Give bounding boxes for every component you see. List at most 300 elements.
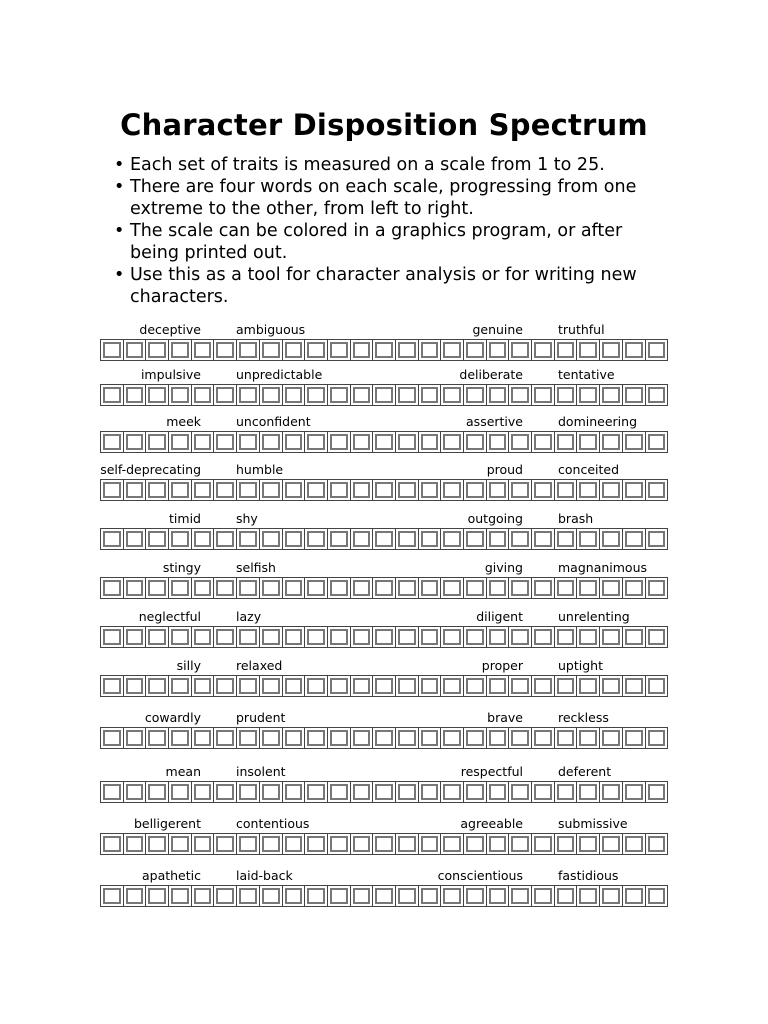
scale-cell[interactable] — [145, 385, 168, 405]
scale-cell[interactable] — [622, 728, 645, 748]
scale-cell[interactable] — [440, 529, 463, 549]
scale-cell[interactable] — [123, 627, 146, 647]
scale-cell[interactable] — [554, 728, 577, 748]
scale-cell[interactable] — [395, 728, 418, 748]
scale-cell[interactable] — [145, 578, 168, 598]
scale-cell[interactable] — [554, 578, 577, 598]
scale-cell[interactable] — [145, 676, 168, 696]
scale-cell[interactable] — [327, 782, 350, 802]
scale-cell[interactable] — [259, 627, 282, 647]
scale-cell[interactable] — [304, 340, 327, 360]
scale-cell[interactable] — [576, 385, 599, 405]
scale-cell[interactable] — [191, 782, 214, 802]
scale-cell[interactable] — [101, 480, 123, 500]
scale-cell[interactable] — [622, 578, 645, 598]
scale-cell[interactable] — [236, 480, 259, 500]
scale-cell[interactable] — [486, 480, 509, 500]
scale-cell[interactable] — [282, 529, 305, 549]
scale-cell[interactable] — [191, 432, 214, 452]
scale-cell[interactable] — [350, 728, 373, 748]
scale-cell[interactable] — [645, 728, 668, 748]
scale-cell[interactable] — [191, 480, 214, 500]
scale-cell[interactable] — [191, 886, 214, 906]
scale-cell[interactable] — [576, 676, 599, 696]
scale-cell[interactable] — [236, 676, 259, 696]
scale-cell[interactable] — [213, 886, 236, 906]
scale-cell[interactable] — [531, 340, 554, 360]
scale-cell[interactable] — [191, 834, 214, 854]
scale-cell[interactable] — [418, 782, 441, 802]
scale-cell[interactable] — [486, 782, 509, 802]
scale-cell[interactable] — [395, 529, 418, 549]
scale-cell[interactable] — [236, 340, 259, 360]
scale-cell[interactable] — [554, 432, 577, 452]
scale-cell[interactable] — [622, 432, 645, 452]
scale-cell[interactable] — [418, 340, 441, 360]
scale-cell[interactable] — [645, 385, 668, 405]
scale-cell[interactable] — [508, 340, 531, 360]
scale-cell[interactable] — [236, 432, 259, 452]
scale-cell[interactable] — [599, 728, 622, 748]
scale-cell[interactable] — [213, 627, 236, 647]
scale-cell[interactable] — [622, 834, 645, 854]
scale-cell[interactable] — [259, 480, 282, 500]
scale-cell[interactable] — [304, 529, 327, 549]
scale-cell[interactable] — [327, 834, 350, 854]
scale-cell[interactable] — [327, 385, 350, 405]
scale-cell[interactable] — [440, 676, 463, 696]
scale-cell[interactable] — [440, 886, 463, 906]
scale-cell[interactable] — [463, 578, 486, 598]
scale-cell[interactable] — [395, 578, 418, 598]
scale-cell[interactable] — [395, 676, 418, 696]
scale-cell[interactable] — [372, 834, 395, 854]
scale-cell[interactable] — [304, 834, 327, 854]
scale-cell[interactable] — [531, 834, 554, 854]
scale-cell[interactable] — [372, 886, 395, 906]
scale-cell[interactable] — [395, 432, 418, 452]
scale-cell[interactable] — [463, 385, 486, 405]
scale-cell[interactable] — [101, 834, 123, 854]
scale-cell[interactable] — [168, 480, 191, 500]
scale-cell[interactable] — [645, 676, 668, 696]
scale-cell[interactable] — [282, 728, 305, 748]
scale-cell[interactable] — [622, 886, 645, 906]
scale-cell[interactable] — [463, 728, 486, 748]
scale-cell[interactable] — [168, 432, 191, 452]
scale-cell[interactable] — [123, 834, 146, 854]
scale-cell[interactable] — [508, 834, 531, 854]
scale-cell[interactable] — [236, 385, 259, 405]
scale-cell[interactable] — [554, 782, 577, 802]
scale-cell[interactable] — [236, 578, 259, 598]
scale-cell[interactable] — [259, 340, 282, 360]
scale-cell[interactable] — [282, 627, 305, 647]
scale-cell[interactable] — [576, 728, 599, 748]
scale-cell[interactable] — [101, 886, 123, 906]
scale-cell[interactable] — [145, 782, 168, 802]
scale-cell[interactable] — [463, 340, 486, 360]
scale-cell[interactable] — [213, 480, 236, 500]
scale-cell[interactable] — [101, 578, 123, 598]
scale-cell[interactable] — [645, 432, 668, 452]
scale-cell[interactable] — [350, 676, 373, 696]
scale-cell[interactable] — [304, 676, 327, 696]
scale-cell[interactable] — [101, 782, 123, 802]
scale-cell[interactable] — [599, 676, 622, 696]
scale-cell[interactable] — [508, 529, 531, 549]
scale-cell[interactable] — [622, 385, 645, 405]
scale-cell[interactable] — [554, 480, 577, 500]
scale-cell[interactable] — [191, 676, 214, 696]
scale-cell[interactable] — [440, 728, 463, 748]
scale-cell[interactable] — [463, 834, 486, 854]
scale-cell[interactable] — [440, 385, 463, 405]
scale-cell[interactable] — [486, 886, 509, 906]
scale-cell[interactable] — [101, 627, 123, 647]
scale-cell[interactable] — [599, 627, 622, 647]
scale-cell[interactable] — [645, 480, 668, 500]
scale-cell[interactable] — [236, 782, 259, 802]
scale-cell[interactable] — [440, 432, 463, 452]
scale-cell[interactable] — [282, 886, 305, 906]
scale-cell[interactable] — [395, 834, 418, 854]
scale-cell[interactable] — [508, 886, 531, 906]
scale-cell[interactable] — [236, 728, 259, 748]
scale-cell[interactable] — [486, 529, 509, 549]
scale-cell[interactable] — [463, 432, 486, 452]
scale-cell[interactable] — [599, 385, 622, 405]
scale-cell[interactable] — [486, 385, 509, 405]
scale-cell[interactable] — [554, 676, 577, 696]
scale-cell[interactable] — [463, 782, 486, 802]
scale-cell[interactable] — [599, 886, 622, 906]
scale-cell[interactable] — [418, 834, 441, 854]
scale-cell[interactable] — [645, 529, 668, 549]
scale-cell[interactable] — [168, 627, 191, 647]
scale-cell[interactable] — [327, 578, 350, 598]
scale-cell[interactable] — [599, 834, 622, 854]
scale-cell[interactable] — [440, 578, 463, 598]
scale-cell[interactable] — [372, 676, 395, 696]
scale-cell[interactable] — [304, 886, 327, 906]
scale-cell[interactable] — [259, 886, 282, 906]
scale-cell[interactable] — [508, 385, 531, 405]
scale-cell[interactable] — [168, 529, 191, 549]
scale-cell[interactable] — [554, 529, 577, 549]
scale-cell[interactable] — [327, 728, 350, 748]
scale-cell[interactable] — [259, 728, 282, 748]
scale-cell[interactable] — [168, 886, 191, 906]
scale-cell[interactable] — [259, 578, 282, 598]
scale-cell[interactable] — [236, 834, 259, 854]
scale-cell[interactable] — [418, 480, 441, 500]
scale-cell[interactable] — [259, 676, 282, 696]
scale-cell[interactable] — [372, 385, 395, 405]
scale-cell[interactable] — [440, 627, 463, 647]
scale-cell[interactable] — [645, 834, 668, 854]
scale-cell[interactable] — [599, 340, 622, 360]
scale-cell[interactable] — [304, 627, 327, 647]
scale-cell[interactable] — [486, 578, 509, 598]
scale-cell[interactable] — [350, 480, 373, 500]
scale-cell[interactable] — [123, 340, 146, 360]
scale-cell[interactable] — [350, 340, 373, 360]
scale-cell[interactable] — [440, 782, 463, 802]
scale-cell[interactable] — [463, 676, 486, 696]
scale-cell[interactable] — [213, 432, 236, 452]
scale-cell[interactable] — [576, 578, 599, 598]
scale-cell[interactable] — [372, 432, 395, 452]
scale-cell[interactable] — [168, 676, 191, 696]
scale-cell[interactable] — [191, 578, 214, 598]
scale-cell[interactable] — [304, 728, 327, 748]
scale-cell[interactable] — [123, 676, 146, 696]
scale-cell[interactable] — [168, 340, 191, 360]
scale-cell[interactable] — [282, 676, 305, 696]
scale-cell[interactable] — [101, 529, 123, 549]
scale-cell[interactable] — [282, 385, 305, 405]
scale-cell[interactable] — [599, 578, 622, 598]
scale-cell[interactable] — [418, 676, 441, 696]
scale-cell[interactable] — [599, 432, 622, 452]
scale-cell[interactable] — [350, 834, 373, 854]
scale-cell[interactable] — [282, 834, 305, 854]
scale-cell[interactable] — [531, 886, 554, 906]
scale-cell[interactable] — [576, 782, 599, 802]
scale-cell[interactable] — [168, 385, 191, 405]
scale-cell[interactable] — [236, 529, 259, 549]
scale-cell[interactable] — [213, 340, 236, 360]
scale-cell[interactable] — [395, 385, 418, 405]
scale-cell[interactable] — [622, 529, 645, 549]
scale-cell[interactable] — [418, 728, 441, 748]
scale-cell[interactable] — [508, 676, 531, 696]
scale-cell[interactable] — [327, 480, 350, 500]
scale-cell[interactable] — [372, 578, 395, 598]
scale-cell[interactable] — [191, 627, 214, 647]
scale-cell[interactable] — [213, 529, 236, 549]
scale-cell[interactable] — [327, 627, 350, 647]
scale-cell[interactable] — [531, 578, 554, 598]
scale-cell[interactable] — [418, 529, 441, 549]
scale-cell[interactable] — [304, 432, 327, 452]
scale-cell[interactable] — [486, 432, 509, 452]
scale-cell[interactable] — [645, 627, 668, 647]
scale-cell[interactable] — [145, 834, 168, 854]
scale-cell[interactable] — [622, 676, 645, 696]
scale-cell[interactable] — [395, 627, 418, 647]
scale-cell[interactable] — [576, 529, 599, 549]
scale-cell[interactable] — [145, 886, 168, 906]
scale-cell[interactable] — [191, 529, 214, 549]
scale-cell[interactable] — [145, 432, 168, 452]
scale-cell[interactable] — [531, 782, 554, 802]
scale-cell[interactable] — [145, 728, 168, 748]
scale-cell[interactable] — [531, 432, 554, 452]
scale-cell[interactable] — [304, 782, 327, 802]
scale-cell[interactable] — [101, 432, 123, 452]
scale-cell[interactable] — [576, 886, 599, 906]
scale-cell[interactable] — [463, 627, 486, 647]
scale-cell[interactable] — [282, 782, 305, 802]
scale-cell[interactable] — [213, 834, 236, 854]
scale-cell[interactable] — [372, 480, 395, 500]
scale-cell[interactable] — [282, 340, 305, 360]
scale-cell[interactable] — [350, 385, 373, 405]
scale-cell[interactable] — [463, 529, 486, 549]
scale-cell[interactable] — [123, 480, 146, 500]
scale-cell[interactable] — [259, 782, 282, 802]
scale-cell[interactable] — [350, 578, 373, 598]
scale-cell[interactable] — [463, 480, 486, 500]
scale-cell[interactable] — [622, 782, 645, 802]
scale-cell[interactable] — [554, 886, 577, 906]
scale-cell[interactable] — [101, 385, 123, 405]
scale-cell[interactable] — [531, 627, 554, 647]
scale-cell[interactable] — [486, 340, 509, 360]
scale-cell[interactable] — [123, 886, 146, 906]
scale-cell[interactable] — [327, 676, 350, 696]
scale-cell[interactable] — [213, 676, 236, 696]
scale-cell[interactable] — [418, 385, 441, 405]
scale-cell[interactable] — [645, 782, 668, 802]
scale-cell[interactable] — [599, 480, 622, 500]
scale-cell[interactable] — [350, 432, 373, 452]
scale-cell[interactable] — [304, 385, 327, 405]
scale-cell[interactable] — [123, 578, 146, 598]
scale-cell[interactable] — [213, 782, 236, 802]
scale-cell[interactable] — [191, 385, 214, 405]
scale-cell[interactable] — [486, 676, 509, 696]
scale-cell[interactable] — [531, 529, 554, 549]
scale-cell[interactable] — [213, 385, 236, 405]
scale-cell[interactable] — [213, 578, 236, 598]
scale-cell[interactable] — [123, 432, 146, 452]
scale-cell[interactable] — [259, 834, 282, 854]
scale-cell[interactable] — [622, 340, 645, 360]
scale-cell[interactable] — [101, 676, 123, 696]
scale-cell[interactable] — [123, 529, 146, 549]
scale-cell[interactable] — [508, 728, 531, 748]
scale-cell[interactable] — [576, 340, 599, 360]
scale-cell[interactable] — [350, 886, 373, 906]
scale-cell[interactable] — [531, 480, 554, 500]
scale-cell[interactable] — [554, 627, 577, 647]
scale-cell[interactable] — [191, 340, 214, 360]
scale-cell[interactable] — [372, 529, 395, 549]
scale-cell[interactable] — [213, 728, 236, 748]
scale-cell[interactable] — [350, 627, 373, 647]
scale-cell[interactable] — [327, 340, 350, 360]
scale-cell[interactable] — [236, 627, 259, 647]
scale-cell[interactable] — [486, 728, 509, 748]
scale-cell[interactable] — [395, 782, 418, 802]
scale-cell[interactable] — [418, 627, 441, 647]
scale-cell[interactable] — [168, 834, 191, 854]
scale-cell[interactable] — [486, 834, 509, 854]
scale-cell[interactable] — [123, 782, 146, 802]
scale-cell[interactable] — [508, 782, 531, 802]
scale-cell[interactable] — [395, 886, 418, 906]
scale-cell[interactable] — [508, 432, 531, 452]
scale-cell[interactable] — [123, 728, 146, 748]
scale-cell[interactable] — [508, 480, 531, 500]
scale-cell[interactable] — [440, 340, 463, 360]
scale-cell[interactable] — [440, 480, 463, 500]
scale-cell[interactable] — [236, 886, 259, 906]
scale-cell[interactable] — [327, 529, 350, 549]
scale-cell[interactable] — [282, 578, 305, 598]
scale-cell[interactable] — [418, 886, 441, 906]
scale-cell[interactable] — [531, 385, 554, 405]
scale-cell[interactable] — [599, 782, 622, 802]
scale-cell[interactable] — [463, 886, 486, 906]
scale-cell[interactable] — [395, 480, 418, 500]
scale-cell[interactable] — [372, 340, 395, 360]
scale-cell[interactable] — [531, 676, 554, 696]
scale-cell[interactable] — [282, 432, 305, 452]
scale-cell[interactable] — [191, 728, 214, 748]
scale-cell[interactable] — [486, 627, 509, 647]
scale-cell[interactable] — [576, 834, 599, 854]
scale-cell[interactable] — [259, 432, 282, 452]
scale-cell[interactable] — [599, 529, 622, 549]
scale-cell[interactable] — [531, 728, 554, 748]
scale-cell[interactable] — [418, 432, 441, 452]
scale-cell[interactable] — [168, 578, 191, 598]
scale-cell[interactable] — [508, 627, 531, 647]
scale-cell[interactable] — [554, 834, 577, 854]
scale-cell[interactable] — [395, 340, 418, 360]
scale-cell[interactable] — [576, 432, 599, 452]
scale-cell[interactable] — [304, 480, 327, 500]
scale-cell[interactable] — [350, 782, 373, 802]
scale-cell[interactable] — [327, 432, 350, 452]
scale-cell[interactable] — [304, 578, 327, 598]
scale-cell[interactable] — [645, 578, 668, 598]
scale-cell[interactable] — [372, 728, 395, 748]
scale-cell[interactable] — [101, 728, 123, 748]
scale-cell[interactable] — [145, 340, 168, 360]
scale-cell[interactable] — [168, 728, 191, 748]
scale-cell[interactable] — [645, 886, 668, 906]
scale-cell[interactable] — [372, 627, 395, 647]
scale-cell[interactable] — [418, 578, 441, 598]
scale-cell[interactable] — [508, 578, 531, 598]
scale-cell[interactable] — [282, 480, 305, 500]
scale-cell[interactable] — [259, 385, 282, 405]
scale-cell[interactable] — [576, 627, 599, 647]
scale-cell[interactable] — [622, 627, 645, 647]
scale-cell[interactable] — [327, 886, 350, 906]
scale-cell[interactable] — [645, 340, 668, 360]
scale-cell[interactable] — [259, 529, 282, 549]
scale-cell[interactable] — [622, 480, 645, 500]
scale-cell[interactable] — [372, 782, 395, 802]
scale-cell[interactable] — [145, 627, 168, 647]
scale-cell[interactable] — [145, 480, 168, 500]
scale-cell[interactable] — [101, 340, 123, 360]
scale-cell[interactable] — [123, 385, 146, 405]
scale-cell[interactable] — [554, 385, 577, 405]
scale-cell[interactable] — [168, 782, 191, 802]
scale-cell[interactable] — [145, 529, 168, 549]
scale-cell[interactable] — [440, 834, 463, 854]
scale-cell[interactable] — [350, 529, 373, 549]
scale-cell[interactable] — [576, 480, 599, 500]
scale-cell[interactable] — [554, 340, 577, 360]
